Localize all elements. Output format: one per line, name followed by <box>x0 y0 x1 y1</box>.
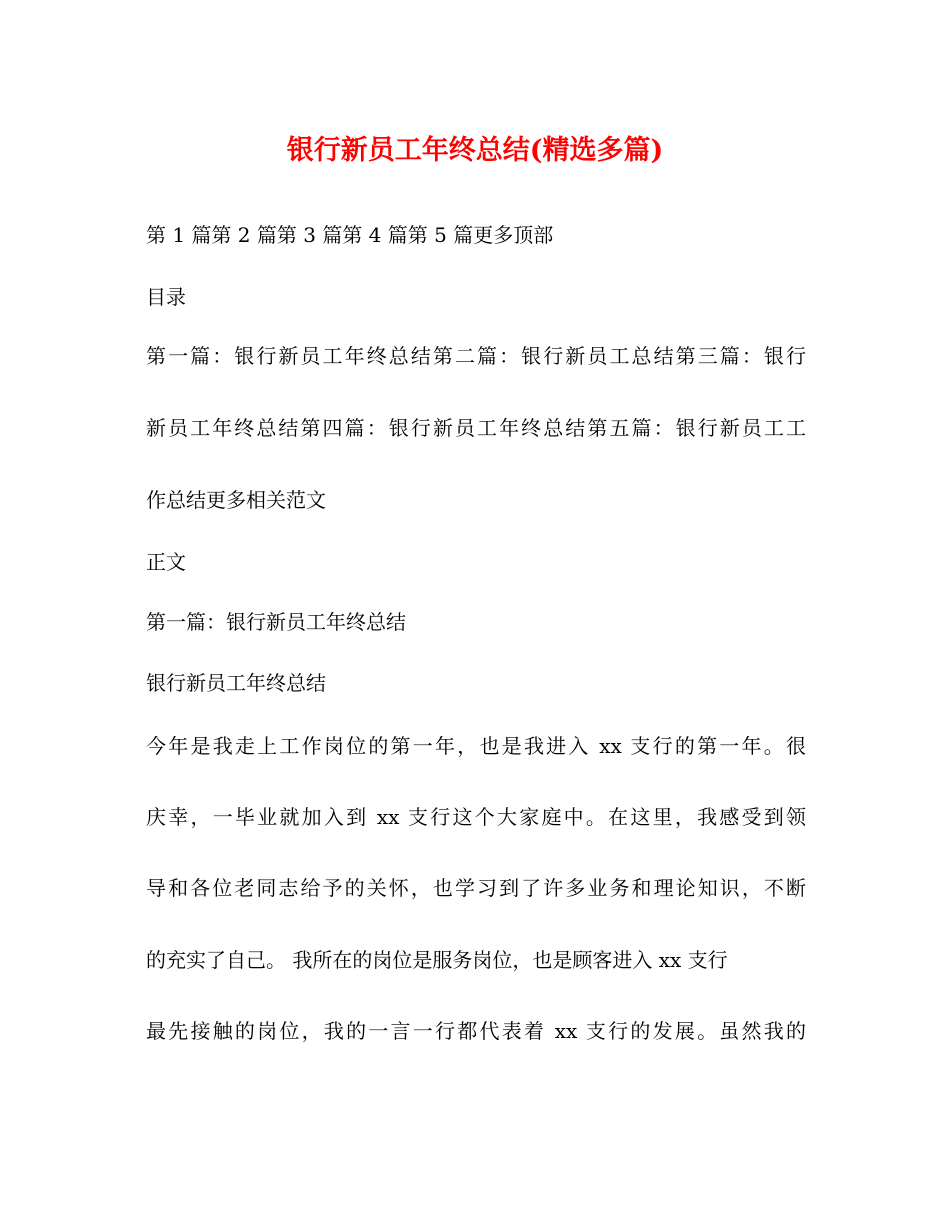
body-heading: 正文 <box>146 550 186 574</box>
paragraph-line: 今年是我走上工作岗位的第一年，也是我进入 xx 支行的第一年。很 <box>146 734 806 758</box>
nav-links[interactable]: 第 1 篇第 2 篇第 3 篇第 4 篇第 5 篇更多顶部 <box>146 223 554 247</box>
toc-line: 第一篇：银行新员工年终总结第二篇：银行新员工总结第三篇：银行 <box>146 344 806 368</box>
toc-line: 作总结更多相关范文 <box>146 488 326 512</box>
paragraph-line: 庆幸，一毕业就加入到 xx 支行这个大家庭中。在这里，我感受到领 <box>146 805 806 829</box>
paragraph-line: 最先接触的岗位，我的一言一行都代表着 xx 支行的发展。虽然我的 <box>146 1019 806 1043</box>
toc-line: 新员工年终总结第四篇：银行新员工年终总结第五篇：银行新员工工 <box>146 416 806 440</box>
section-heading: 第一篇：银行新员工年终总结 <box>146 610 406 634</box>
toc-heading: 目录 <box>146 285 186 309</box>
section-subtitle: 银行新员工年终总结 <box>146 671 326 695</box>
paragraph-line: 导和各位老同志给予的关怀，也学习到了许多业务和理论知识，不断 <box>146 876 806 900</box>
document-title: 银行新员工年终总结(精选多篇) <box>286 135 664 166</box>
paragraph-line: 的充实了自己。 我所在的岗位是服务岗位，也是顾客进入 xx 支行 <box>146 948 728 972</box>
